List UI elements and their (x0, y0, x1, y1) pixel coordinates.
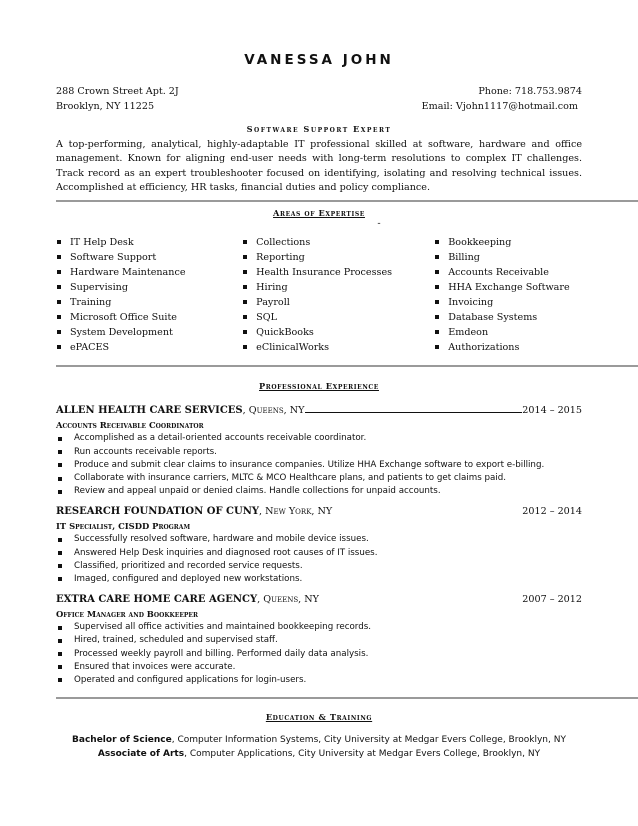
list-item: Ensured that invoices were accurate. (56, 661, 582, 674)
degree-detail: , Computer Information Systems, City University at Medgar Evers College, Brooklyn, NY (171, 735, 566, 746)
list-item: Hiring (242, 280, 434, 295)
address-line-2: Brooklyn, NY 11225 (56, 101, 155, 113)
divider (56, 200, 638, 202)
expertise-column-1 (56, 235, 242, 355)
phone: Phone: 718.753.9874 (478, 86, 582, 98)
job-location: , Queens, NY (242, 405, 305, 417)
list-item: Hardware Maintenance (56, 265, 242, 280)
list-item: Microsoft Office Suite (56, 310, 242, 325)
list-item: System Development (56, 325, 242, 340)
underline-rule (305, 412, 523, 413)
list-item: Payroll (242, 295, 434, 310)
expertise-columns (56, 235, 582, 355)
list-item: Processed weekly payroll and billing. Performed daily data analysis. (56, 648, 582, 661)
expertise-column-2 (242, 235, 434, 355)
expertise-title: Areas of Expertise (273, 207, 365, 218)
job-entry (56, 504, 582, 586)
list-item: SQL (242, 310, 434, 325)
expertise-column-3 (434, 235, 582, 355)
job-bullets (56, 533, 582, 586)
list-item: Billing (434, 250, 582, 265)
contact-row-2 (56, 100, 582, 115)
list-item: Training (56, 295, 242, 310)
degree-detail: , Computer Applications, City University at Medgar Evers College, Brooklyn, NY (184, 749, 541, 760)
list-item: Reporting (242, 250, 434, 265)
list-item: Accounts Receivable (434, 265, 582, 280)
list-item: Answered Help Desk inquiries and diagnosed root causes of IT issues. (56, 547, 582, 560)
address-line-1: 288 Crown Street Apt. 2J (56, 86, 179, 98)
job-entry (56, 403, 582, 498)
job-dates: 2007 – 2012 (522, 594, 582, 606)
list-item: Bookkeeping (434, 235, 582, 250)
list-item: Hired, trained, scheduled and supervised staff. (56, 634, 582, 647)
list-item: Operated and configured applications for login-users. (56, 674, 582, 687)
job-dates: 2014 – 2015 (522, 405, 582, 417)
list-item: QuickBooks (242, 325, 434, 340)
list-item: Collections (242, 235, 434, 250)
list-item: IT Help Desk (56, 235, 242, 250)
degree-name: Bachelor of Science (72, 735, 172, 746)
list-item: Supervising (56, 280, 242, 295)
list-item: Produce and submit clear claims to insurance companies. Utilize HHA Exchange software to export e-billing. (56, 459, 582, 472)
job-bullets (56, 621, 582, 687)
job-header (56, 403, 582, 418)
list-item: Software Support (56, 250, 242, 265)
list-item: Supervised all office activities and maintained bookkeeping records. (56, 621, 582, 634)
job-header (56, 504, 582, 519)
job-entry (56, 592, 582, 687)
list-item: Accomplished as a detail-oriented accounts receivable coordinator. (56, 432, 582, 445)
job-location: , New York, NY (259, 506, 333, 518)
list-item: Run accounts receivable reports. (56, 446, 582, 459)
job-header (56, 592, 582, 607)
company-name: ALLEN HEALTH CARE SERVICES (56, 405, 243, 417)
company-name: RESEARCH FOUNDATION OF CUNY (56, 506, 259, 518)
list-item: HHA Exchange Software (434, 280, 582, 295)
job-location: , Queens, NY (257, 594, 319, 606)
list-item: Emdeon (434, 325, 582, 340)
list-item: Authorizations (434, 340, 582, 355)
list-item: ePACES (56, 340, 242, 355)
company-name: EXTRA CARE HOME CARE AGENCY (56, 594, 258, 606)
divider (56, 697, 638, 699)
list-item: Database Systems (434, 310, 582, 325)
education-title: Education & Training (265, 712, 373, 723)
job-role: Accounts Receivable Coordinator (56, 420, 204, 431)
list-item: Imaged, configured and deployed new workstations. (56, 573, 582, 586)
list-item: Collaborate with insurance carriers, MLTC & MCO Healthcare plans, and patients to get claims paid. (56, 472, 582, 485)
email: Email: Vjohn1117@hotmail.com (421, 101, 578, 113)
education-entry (56, 733, 582, 747)
experience-title: Professional Experience (259, 381, 379, 392)
job-bullets (56, 432, 582, 498)
list-item: Successfully resolved software, hardware and mobile device issues. (56, 533, 582, 546)
contact-row-1 (56, 85, 582, 100)
degree-name: Associate of Arts (97, 749, 185, 760)
list-item: Classified, prioritized and recorded service requests. (56, 560, 582, 573)
list-item: Health Insurance Processes (242, 265, 434, 280)
expertise-dash: - (377, 218, 381, 230)
candidate-name: VANESSA JOHN (244, 52, 394, 68)
profile-title: Software Support Expert (246, 124, 392, 135)
list-item: eClinicalWorks (242, 340, 434, 355)
profile-summary: A top-performing, analytical, highly-adaptable IT professional skilled at software, hardware and office management. Known for aligning end-user needs with long-term resolutions to complex IT challenges. Track record as an expert troubleshooter focused on identifying, isolating and resolving technical issues. Accomplished at efficiency, HR tasks, financial duties and policy compliance. (56, 138, 582, 194)
list-item: Invoicing (434, 295, 582, 310)
list-item: Review and appeal unpaid or denied claims. Handle collections for unpaid accounts. (56, 485, 582, 498)
job-role: Office Manager and Bookkeeper (56, 609, 198, 620)
job-dates: 2012 – 2014 (522, 506, 582, 518)
job-role: IT Specialist, CISDD Program (56, 521, 191, 532)
divider (56, 365, 638, 367)
education-entry (56, 747, 582, 761)
